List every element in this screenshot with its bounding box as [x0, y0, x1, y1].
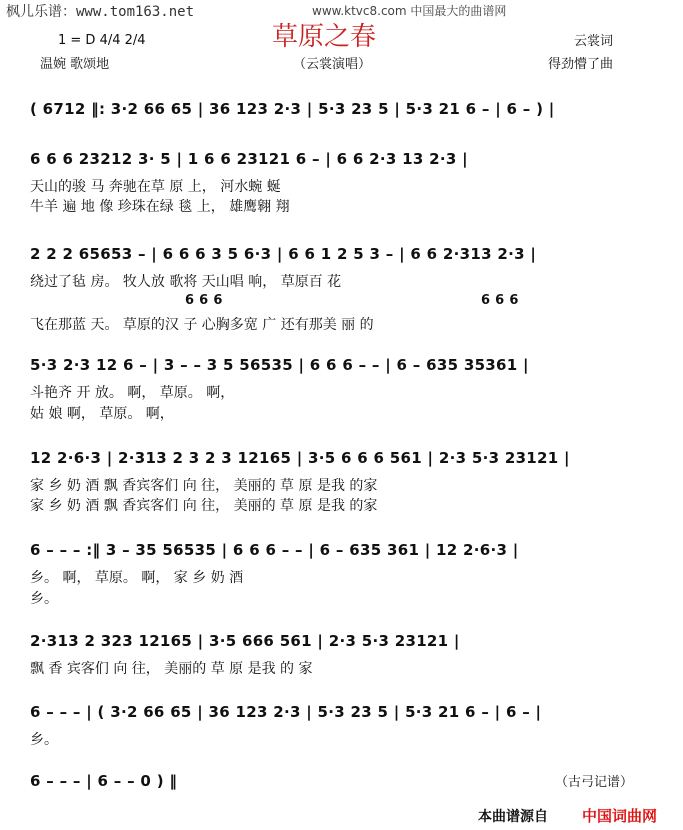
- system-2-alt-lyrics: 飞在那蓝 天。 草原的汉 子 心胸多宽 广 还有那美 丽 的: [30, 317, 374, 333]
- footer-site-link[interactable]: 中国词曲网: [582, 807, 658, 825]
- recorder-credit: （古弓记谱）: [555, 775, 634, 790]
- composer: 得劲懵了曲: [548, 57, 614, 72]
- performer: （云裳演唱）: [293, 57, 372, 72]
- system-1-notes: 6 6 6 23212 3· 5 | 1 6 6 23121 6 – | 6 6 2·3 13 2·3 |: [30, 150, 468, 168]
- lyricist: 云裳词: [574, 34, 614, 49]
- system-3-notes: 5·3 2·3 12 6 – | 3 – – 3 5 56535 | 6 6 6 – – | 6 – 635 35361 |: [30, 356, 529, 374]
- system-4-lyrics-1: 家 乡 奶 酒 飘 香宾客们 向 往， 美丽的 草 原 是我 的家: [30, 478, 378, 494]
- system-5-lyrics-2: 乡。: [30, 591, 58, 607]
- system-3-lyrics-2: 姑 娘 啊， 草原。 啊，: [30, 406, 174, 422]
- system-0-notes: ( 6712 ‖: 3·2 66 65 | 36 123 2·3 | 5·3 23 5 | 5·3 21 6 – | 6 – ) |: [30, 100, 555, 118]
- system-4-lyrics-2: 家 乡 奶 酒 飘 香宾客们 向 往， 美丽的 草 原 是我 的家: [30, 498, 378, 514]
- system-5-lyrics-1: 乡。 啊， 草原。 啊， 家 乡 奶 酒: [30, 570, 244, 586]
- system-4-notes: 12 2·6·3 | 2·313 2 3 2 3 12165 | 3·5 6 6 6 561 | 2·3 5·3 23121 |: [30, 449, 570, 467]
- footer-label: 本曲谱源自: [478, 809, 548, 825]
- key-signature: 1 = D 4/4 2/4: [58, 33, 146, 48]
- watermark-right: www.ktvc8.com 中国最大的曲谱网: [312, 4, 507, 18]
- system-5-notes: 6 – – – :‖ 3 – 35 56535 | 6 6 6 – – | 6 – 635 361 | 12 2·6·3 |: [30, 541, 519, 559]
- system-3-lyrics-1: 斗艳齐 开 放。 啊， 草原。 啊，: [30, 385, 235, 401]
- mood-marking: 温婉 歌颂地: [40, 57, 110, 72]
- system-7-notes: 6 – – – | ( 3·2 66 65 | 36 123 2·3 | 5·3 23 5 | 5·3 21 6 – | 6 – |: [30, 703, 542, 721]
- system-2-alt-notes-2: 6 6 6: [481, 293, 519, 308]
- system-8-notes: 6 – – – | 6 – – 0 ) ‖: [30, 772, 178, 790]
- system-2-lyrics-1: 绕过了毡 房。 牧人放 歌将 天山唱 响， 草原百 花: [30, 274, 342, 290]
- system-2-alt-notes-1: 6 6 6: [185, 293, 223, 308]
- system-2-notes: 2 2 2 65653 – | 6 6 6 3 5 6·3 | 6 6 1 2 5 3 – | 6 6 2·313 2·3 |: [30, 245, 537, 263]
- system-1-lyrics-1: 天山的骏 马 奔驰在草 原 上， 河水蜿 蜒: [30, 179, 281, 195]
- watermark-left: 枫儿乐谱：www.tom163.net: [6, 4, 195, 20]
- page-title: 草原之春: [272, 22, 377, 52]
- system-6-lyrics-1: 飘 香 宾客们 向 往， 美丽的 草 原 是我 的 家: [30, 661, 313, 677]
- system-1-lyrics-2: 牛羊 遍 地 像 珍珠在绿 毯 上， 雄鹰翱 翔: [30, 199, 290, 215]
- system-7-lyrics-1: 乡。: [30, 732, 58, 748]
- system-6-notes: 2·313 2 323 12165 | 3·5 666 561 | 2·3 5·3 23121 |: [30, 632, 460, 650]
